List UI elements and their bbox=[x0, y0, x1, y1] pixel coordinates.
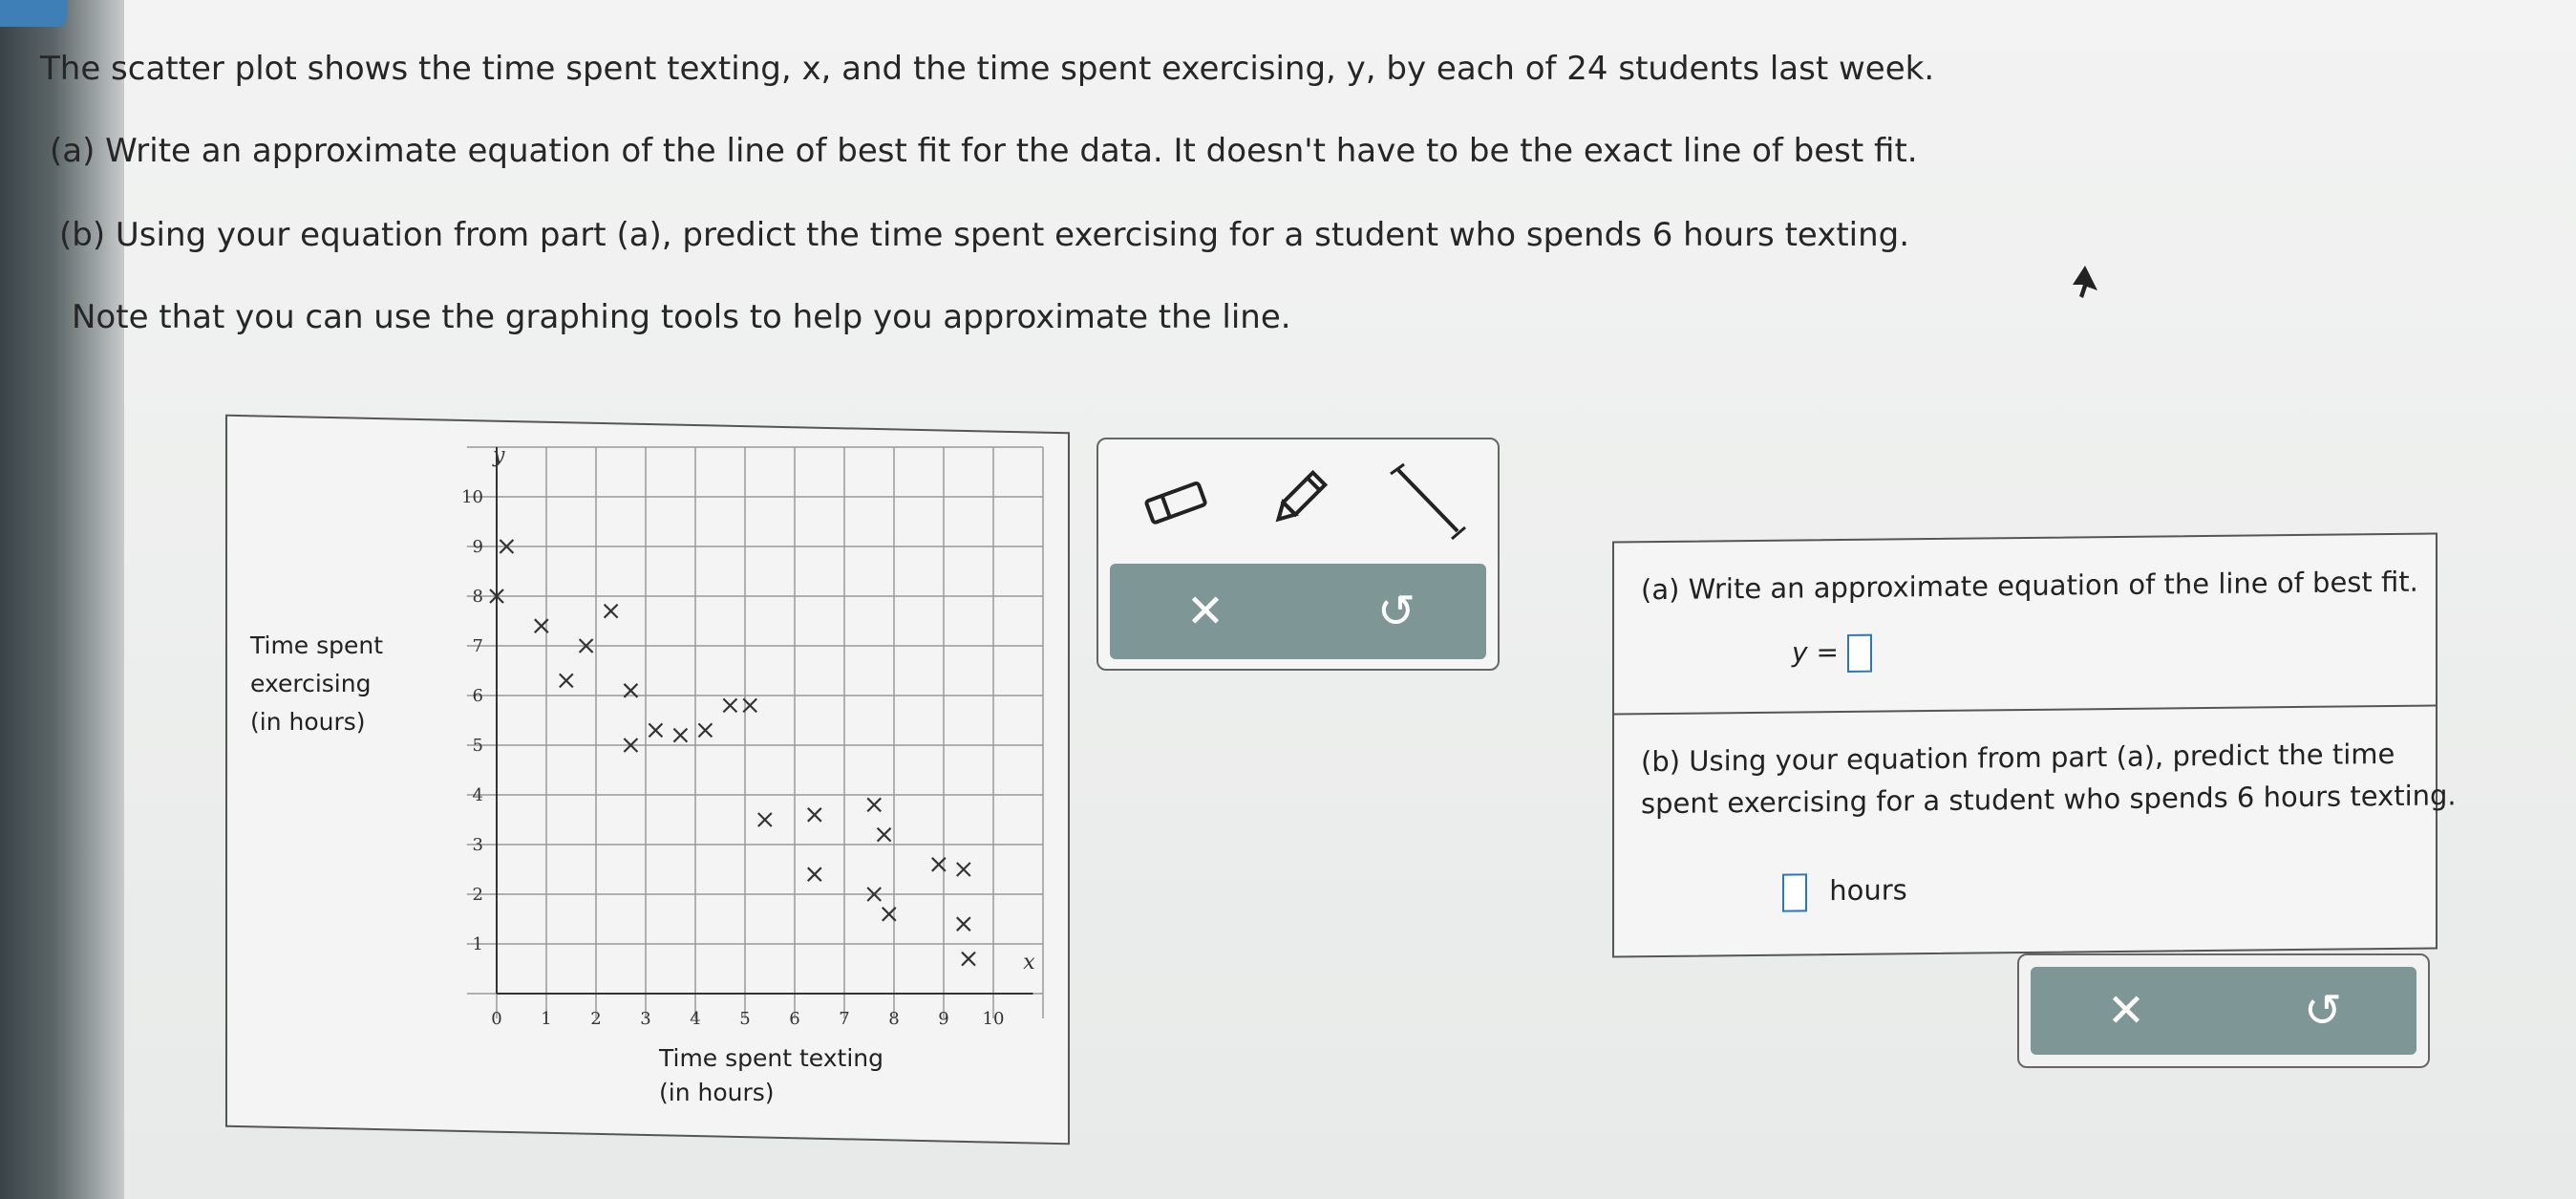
y-axis-title-line: (in hours) bbox=[250, 708, 366, 736]
x-tick-label: 8 bbox=[888, 1009, 900, 1029]
x-tick-label: 9 bbox=[938, 1009, 949, 1029]
y-tick-label: 1 bbox=[472, 934, 483, 954]
scatter-plot[interactable] bbox=[411, 420, 1060, 1032]
background-edge bbox=[0, 0, 134, 1199]
hours-input[interactable] bbox=[1782, 873, 1807, 911]
data-point bbox=[878, 828, 891, 842]
data-point bbox=[560, 674, 573, 687]
question-part-b: (b) Using your equation from part (a), predict the time spent exercising for a student who spends 6 hours texting. bbox=[59, 216, 1910, 254]
equation-prefix: y = bbox=[1792, 636, 1839, 669]
hours-row bbox=[1782, 872, 1907, 911]
answer-part-a bbox=[1614, 534, 2436, 715]
x-tick-label: 3 bbox=[640, 1009, 651, 1029]
eraser-icon[interactable] bbox=[1140, 474, 1213, 531]
x-tick-label: 5 bbox=[739, 1009, 751, 1029]
answer-actions-bar bbox=[2031, 967, 2416, 1055]
data-point bbox=[605, 605, 618, 618]
question-intro: The scatter plot shows the time spent texting, x, and the time spent exercising, y, by each of 24 students last week. bbox=[40, 50, 1935, 88]
clear-answer-button[interactable]: ✕ bbox=[2069, 973, 2183, 1049]
x-axis-title-line: Time spent texting bbox=[659, 1044, 884, 1072]
y-tick-label: 3 bbox=[472, 835, 483, 855]
x-tick-label: 6 bbox=[789, 1009, 800, 1029]
y-axis-title-line: Time spent bbox=[250, 632, 384, 659]
pencil-icon[interactable] bbox=[1265, 466, 1331, 533]
clear-graph-button[interactable]: ✕ bbox=[1148, 573, 1263, 650]
y-tick-label: 10 bbox=[461, 487, 483, 507]
y-tick-label: 9 bbox=[472, 537, 483, 557]
data-point bbox=[698, 723, 712, 737]
y-tick-label: 6 bbox=[472, 686, 483, 706]
data-point bbox=[758, 813, 772, 826]
y-tick-label: 4 bbox=[472, 785, 483, 805]
answer-part-b-line: (b) Using your equation from part (a), predict the time bbox=[1641, 737, 2395, 779]
x-tick-label: 1 bbox=[541, 1009, 552, 1029]
x-tick-label: 2 bbox=[590, 1009, 602, 1029]
y-tick-label: 5 bbox=[472, 736, 483, 756]
question-part-a: (a) Write an approximate equation of the line of best fit for the data. It doesn't have to be the exact line of best fit. bbox=[50, 132, 1918, 170]
y-tick-label: 2 bbox=[472, 885, 483, 905]
equation-row bbox=[1792, 634, 1872, 674]
data-point bbox=[957, 917, 970, 931]
y-axis-title bbox=[250, 627, 383, 741]
data-point bbox=[957, 863, 970, 876]
answer-actions bbox=[2017, 953, 2430, 1068]
data-point bbox=[649, 723, 662, 737]
y-tick-label: 7 bbox=[472, 636, 483, 656]
answer-panel bbox=[1612, 532, 2457, 957]
y-axis-title-line: exercising bbox=[250, 670, 372, 697]
undo-graph-button[interactable]: ↺ bbox=[1339, 573, 1454, 650]
data-point bbox=[808, 867, 821, 881]
x-tick-label: 10 bbox=[982, 1009, 1005, 1029]
x-axis-symbol: x bbox=[1023, 951, 1035, 974]
data-point bbox=[723, 698, 736, 712]
graph-toolbox bbox=[1096, 438, 1500, 671]
mouse-cursor-icon bbox=[2071, 264, 2099, 302]
x-tick-label: 7 bbox=[839, 1009, 850, 1029]
y-tick-label: 8 bbox=[472, 587, 483, 607]
corner-tab bbox=[0, 0, 67, 27]
answer-part-b-line: spent exercising for a student who spends 6 hours texting. bbox=[1641, 779, 2457, 821]
equation-input[interactable] bbox=[1847, 634, 1872, 673]
y-axis-symbol: y bbox=[493, 443, 505, 468]
x-tick-label: 0 bbox=[491, 1009, 502, 1029]
hours-unit: hours bbox=[1829, 873, 1907, 908]
data-point bbox=[867, 798, 881, 811]
x-axis-title-line: (in hours) bbox=[659, 1079, 775, 1106]
data-point bbox=[962, 953, 975, 966]
x-axis-title bbox=[659, 1041, 884, 1110]
question-note: Note that you can use the graphing tools to help you approximate the line. bbox=[72, 298, 1291, 336]
toolbox-actions bbox=[1110, 564, 1486, 659]
data-point bbox=[673, 729, 687, 742]
undo-answer-button[interactable]: ↺ bbox=[2266, 973, 2380, 1049]
answer-part-a-label: (a) Write an approximate equation of the line of best fit. bbox=[1641, 565, 2418, 607]
x-tick-label: 4 bbox=[690, 1009, 701, 1029]
line-segment-icon[interactable] bbox=[1385, 459, 1471, 545]
data-point bbox=[808, 808, 821, 822]
